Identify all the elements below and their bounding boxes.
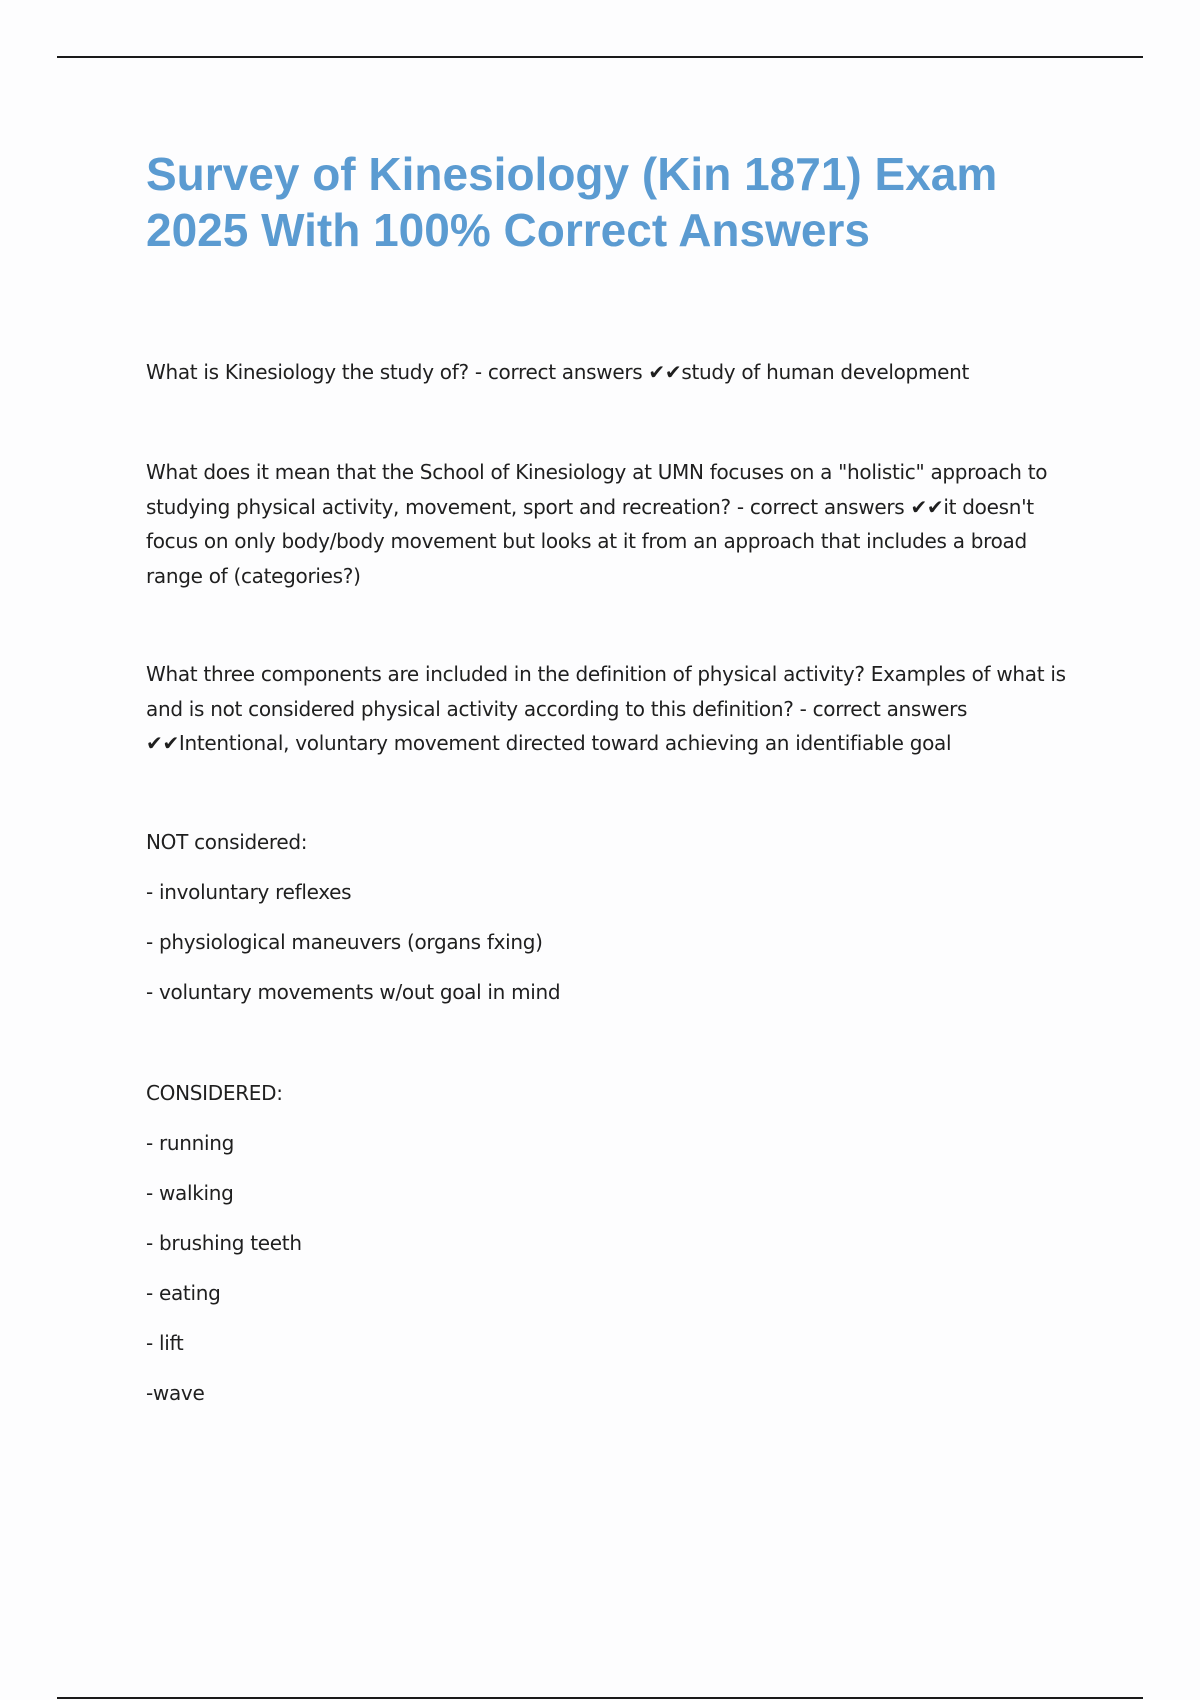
list-item: -wave: [146, 1381, 205, 1405]
considered-list: [146, 1076, 1076, 1426]
document-title: Survey of Kinesiology (Kin 1871) Exam 2025 With 100% Correct Answers: [146, 148, 998, 256]
qa-paragraph-2: What does it mean that the School of Kinesiology at UMN focuses on a "holistic" approach to studying physical activity, movement, sport and recreation? - correct answers ✔✔it doesn't focus on only body/body movement but looks at it from an approach that includes a broad range of (categories?): [146, 460, 1048, 588]
qa-paragraph-1: What is Kinesiology the study of? - correct answers ✔✔study of human development: [146, 360, 970, 384]
list-item: - walking: [146, 1181, 234, 1205]
list-item: - involuntary reflexes: [146, 880, 352, 904]
list-item: - running: [146, 1131, 235, 1155]
not-considered-list: [146, 825, 1076, 1025]
list-item: - voluntary movements w/out goal in mind: [146, 980, 561, 1004]
considered-heading: CONSIDERED:: [146, 1081, 283, 1105]
not-considered-heading: NOT considered:: [146, 830, 308, 854]
list-item: - lift: [146, 1331, 184, 1355]
list-item: - eating: [146, 1281, 221, 1305]
qa-paragraph-3: What three components are included in the definition of physical activity? Examples of what is and is not considered physical activity according to this definition? - correct answers ✔✔Intentional, voluntary movement directed toward achieving an identifiable goal: [146, 662, 1066, 755]
footer-rule: [57, 1697, 1143, 1699]
list-item: - physiological maneuvers (organs fxing): [146, 930, 543, 954]
header-rule: [57, 56, 1143, 58]
list-item: - brushing teeth: [146, 1231, 302, 1255]
